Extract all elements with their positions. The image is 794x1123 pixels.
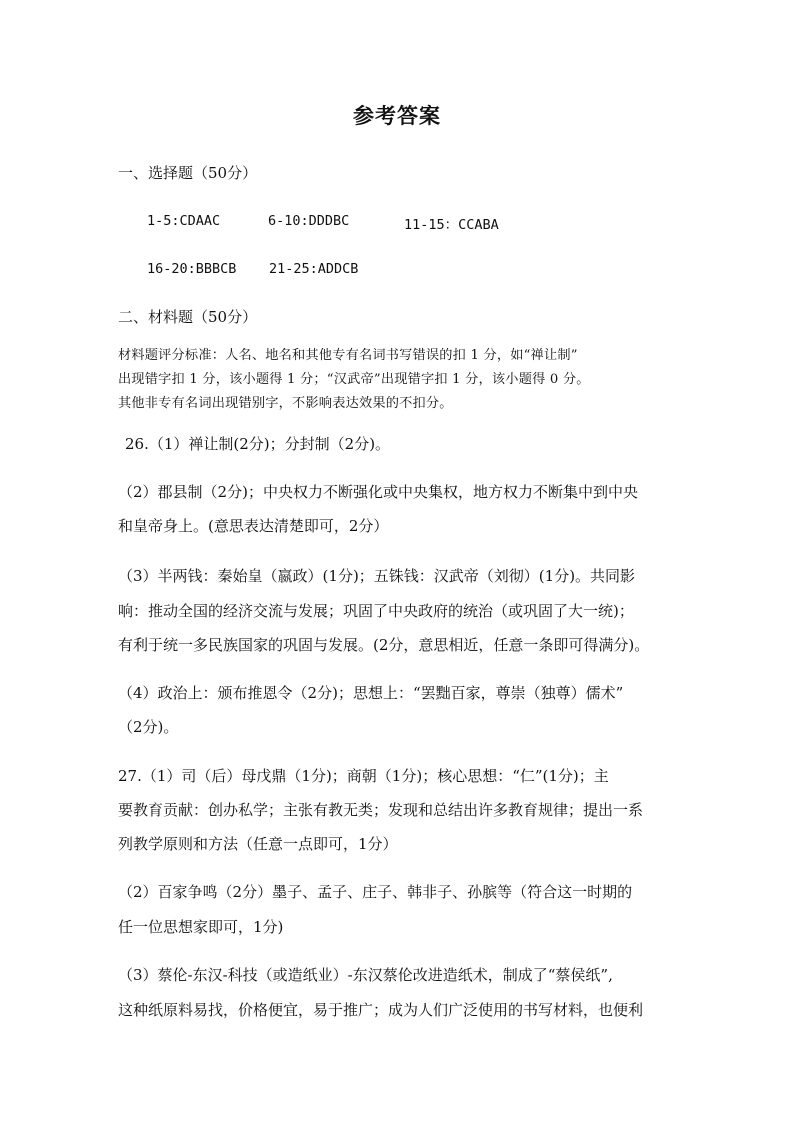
q27-part3-line: 这种纸原料易找，价格便宜，易于推广；成为人们广泛使用的书写材料，也便利 xyxy=(118,1001,644,1019)
q26-part3-line: 响：推动全国的经济交流与发展；巩固了中央政府的统治（或巩固了大一统)； xyxy=(118,602,634,620)
answer-group-16-20: 16-20:BBBCB xyxy=(147,261,237,277)
q27-part3-line: （3）蔡伦-东汉-科技（或造纸业）-东汉蔡伦改进造纸术，制成了“蔡侯纸”, xyxy=(118,966,613,984)
rubric-line: 其他非专有名词出现错别字，不影响表达效果的不扣分。 xyxy=(118,396,453,411)
section-heading-choice: 一、选择题（50分） xyxy=(118,164,258,182)
q27-part1-line: 27.（1）司（后）母戊鼎（1分)；商朝（1分)；核心思想：“仁”(1分)；主 xyxy=(118,767,609,785)
answer-group-1-5: 1-5:CDAAC xyxy=(147,213,221,229)
q26-part1: 26.（1）禅让制(2分)；分封制（2分)。 xyxy=(125,435,391,453)
page-title: 参考答案 xyxy=(353,103,441,128)
q26-part2-line: 和皇帝身上。(意思表达清楚即可，2分） xyxy=(118,517,389,535)
answer-group-6-10: 6-10:DDDBC xyxy=(268,213,350,229)
section-heading-material: 二、材料题（50分） xyxy=(118,308,258,326)
rubric-line: 材料题评分标准：人名、地名和其他专有名词书写错误的扣 1 分，如“禅让制” xyxy=(118,348,578,363)
answer-group-21-25: 21-25:ADDCB xyxy=(269,261,359,277)
rubric-line: 出现错字扣 1 分，该小题得 1 分；“汉武帝”出现错字扣 1 分，该小题得 0 分。 xyxy=(118,372,590,387)
answer-group-11-15: 11-15：CCABA xyxy=(404,217,499,233)
q26-part2-line: （2）郡县制（2分)；中央权力不断强化或中央集权，地方权力不断集中到中央 xyxy=(118,483,638,501)
q27-part2-line: 任一位思想家即可，1分) xyxy=(118,918,284,936)
q27-part1-line: 列教学原则和方法（任意一点即可，1分） xyxy=(118,835,398,853)
q27-part2-line: （2）百家争鸣（2分）墨子、孟子、庄子、韩非子、孙膑等（符合这一时期的 xyxy=(118,883,633,901)
q26-part4-line: （4）政治上：颁布推恩令（2分)；思想上：“罢黜百家，尊崇（独尊）儒术” xyxy=(118,684,624,702)
q26-part3-line: 有利于统一多民族国家的巩固与发展。(2分，意思相近，任意一条即可得满分)。 xyxy=(118,636,650,654)
q27-part1-line: 要教育贡献：创办私学；主张有教无类；发现和总结出许多教育规律；提出一系 xyxy=(118,801,644,819)
q26-part3-line: （3）半两钱：秦始皇（嬴政）(1分)；五铢钱：汉武帝（刘彻）(1分)。共同影 xyxy=(118,567,636,585)
q26-part4-line: （2分)。 xyxy=(118,718,179,736)
